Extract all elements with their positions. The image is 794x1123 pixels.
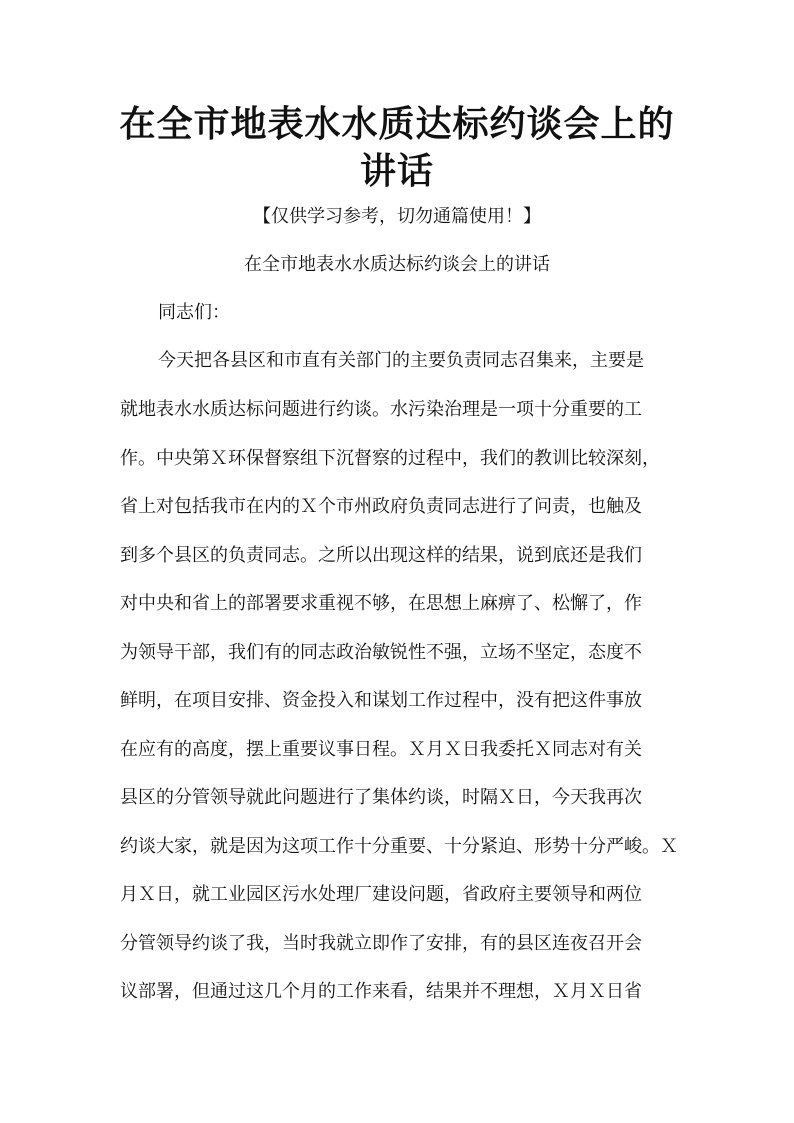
usage-note: 【仅供学习参考，切勿通篇使用！】 <box>253 206 541 227</box>
body-line: 县区的分管领导就此问题进行了集体约谈，时隔Ｘ日，今天我再次 <box>120 787 642 808</box>
body-line: 对中央和省上的部署要求重视不够，在思想上麻痹了、松懈了，作 <box>120 593 642 614</box>
body-line: 就地表水水质达标问题进行约谈。水污染治理是一项十分重要的工 <box>120 399 642 420</box>
body-line: 今天把各县区和市直有关部门的主要负责同志召集来，主要是 <box>158 350 644 371</box>
document-title-line-2: 讲话 <box>359 151 434 192</box>
body-line: 约谈大家，就是因为这项工作十分重要、十分紧迫、形势十分严峻。Ｘ <box>120 836 678 857</box>
body-line: 省上对包括我市在内的Ｘ个市州政府负责同志进行了问责，也触及 <box>120 496 642 517</box>
body-line: 作。中央第Ｘ环保督察组下沉督察的过程中，我们的教训比较深刻， <box>120 448 660 469</box>
body-line: 议部署，但通过这几个月的工作来看，结果并不理想，Ｘ月Ｘ日省 <box>120 981 642 1002</box>
document-subtitle: 在全市地表水水质达标约谈会上的讲话 <box>244 254 550 275</box>
body-line: 月Ｘ日，就工业园区污水处理厂建设问题，省政府主要领导和两位 <box>120 884 642 905</box>
document-title-line-1: 在全市地表水水质达标约谈会上的 <box>119 104 675 145</box>
body-line: 鲜明，在项目安排、资金投入和谋划工作过程中，没有把这件事放 <box>120 690 642 711</box>
body-line: 分管领导约谈了我，当时我就立即作了安排，有的县区连夜召开会 <box>120 933 642 954</box>
salutation: 同志们： <box>158 302 230 323</box>
body-line: 到多个县区的负责同志。之所以出现这样的结果，说到底还是我们 <box>120 545 642 566</box>
body-line: 为领导干部，我们有的同志政治敏锐性不强，立场不坚定，态度不 <box>120 642 642 663</box>
body-line: 在应有的高度，摆上重要议事日程。Ｘ月Ｘ日我委托Ｘ同志对有关 <box>120 739 642 760</box>
